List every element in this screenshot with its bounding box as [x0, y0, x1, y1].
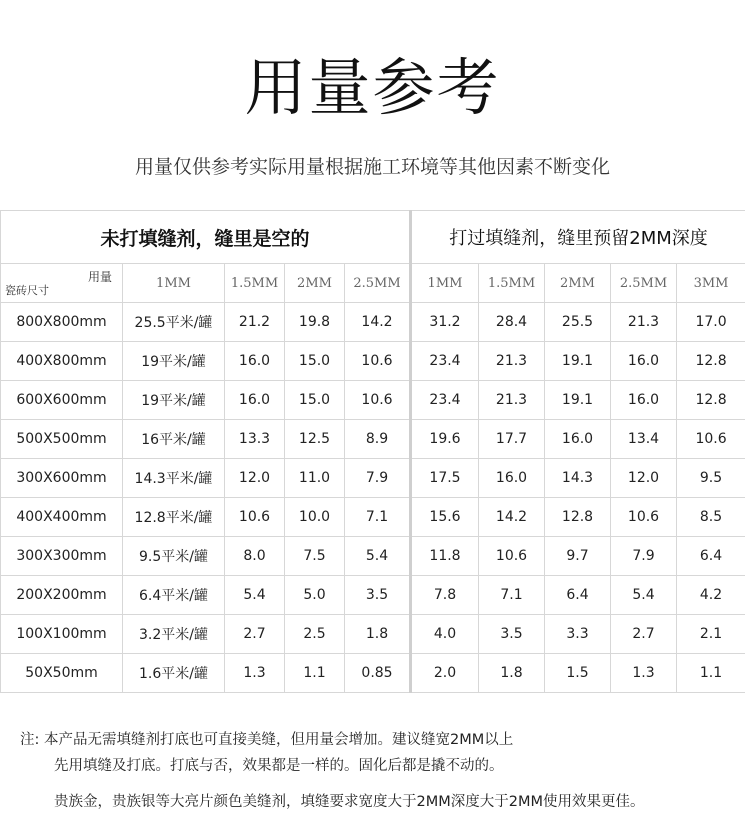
usage-value-cell: 13.4 [611, 420, 677, 459]
usage-value-cell: 12.0 [611, 459, 677, 498]
usage-value-cell: 7.9 [611, 537, 677, 576]
column-header: 3MM [677, 264, 745, 303]
usage-value-cell: 21.3 [611, 303, 677, 342]
table-row [1, 537, 745, 576]
usage-value-cell: 10.6 [345, 342, 411, 381]
usage-value-cell: 19.8 [285, 303, 345, 342]
usage-value-cell: 12.0 [225, 459, 285, 498]
usage-value-cell: 6.4平米/罐 [123, 576, 225, 615]
usage-value-cell: 6.4 [677, 537, 745, 576]
usage-value-cell: 21.2 [225, 303, 285, 342]
usage-value-cell: 14.2 [479, 498, 545, 537]
usage-value-cell: 5.4 [225, 576, 285, 615]
usage-value-cell: 14.2 [345, 303, 411, 342]
usage-value-cell: 31.2 [411, 303, 479, 342]
usage-value-cell: 10.6 [677, 420, 745, 459]
tile-size-cell: 500X500mm [1, 420, 123, 459]
usage-value-cell: 7.8 [411, 576, 479, 615]
group-header-filled: 打过填缝剂，缝里预留2MM深度 [411, 211, 745, 264]
table-row [1, 576, 745, 615]
tile-size-cell: 300X300mm [1, 537, 123, 576]
tile-size-cell: 400X800mm [1, 342, 123, 381]
usage-value-cell: 28.4 [479, 303, 545, 342]
usage-value-cell: 21.3 [479, 342, 545, 381]
usage-value-cell: 6.4 [545, 576, 611, 615]
usage-value-cell: 2.0 [411, 654, 479, 693]
usage-value-cell: 19.1 [545, 381, 611, 420]
usage-value-cell: 3.5 [479, 615, 545, 654]
usage-value-cell: 16.0 [225, 381, 285, 420]
usage-value-cell: 25.5 [545, 303, 611, 342]
usage-value-cell: 12.8 [677, 342, 745, 381]
usage-value-cell: 7.5 [285, 537, 345, 576]
usage-value-cell: 4.0 [411, 615, 479, 654]
usage-value-cell: 9.5平米/罐 [123, 537, 225, 576]
note-line-3: 贵族金，贵族银等大亮片颜色美缝剂，填缝要求宽度大于2MM深度大于2MM使用效果更佳。 [54, 794, 645, 810]
tile-size-cell: 100X100mm [1, 615, 123, 654]
tile-size-cell: 600X600mm [1, 381, 123, 420]
usage-value-cell: 12.8平米/罐 [123, 498, 225, 537]
table-row [1, 459, 745, 498]
usage-value-cell: 11.0 [285, 459, 345, 498]
usage-table [0, 210, 745, 693]
tile-size-cell: 50X50mm [1, 654, 123, 693]
usage-value-cell: 12.5 [285, 420, 345, 459]
usage-value-cell: 1.5 [545, 654, 611, 693]
usage-value-cell: 2.7 [225, 615, 285, 654]
usage-value-cell: 16.0 [611, 342, 677, 381]
usage-value-cell: 3.3 [545, 615, 611, 654]
usage-value-cell: 10.6 [225, 498, 285, 537]
page-subtitle: 用量仅供参考实际用量根据施工环境等其他因素不断变化 [134, 156, 610, 178]
usage-value-cell: 0.85 [345, 654, 411, 693]
usage-value-cell: 15.0 [285, 381, 345, 420]
usage-value-cell: 4.2 [677, 576, 745, 615]
usage-value-cell: 16.0 [225, 342, 285, 381]
usage-value-cell: 12.8 [545, 498, 611, 537]
column-header: 1MM [411, 264, 479, 303]
usage-value-cell: 8.9 [345, 420, 411, 459]
table-row [1, 654, 745, 693]
usage-value-cell: 2.5 [285, 615, 345, 654]
usage-value-cell: 17.7 [479, 420, 545, 459]
usage-value-cell: 10.6 [345, 381, 411, 420]
usage-value-cell: 8.0 [225, 537, 285, 576]
usage-value-cell: 1.1 [677, 654, 745, 693]
corner-usage-label: 用量 [87, 270, 112, 284]
usage-value-cell: 10.6 [611, 498, 677, 537]
note-line-1: 注: 本产品无需填缝剂打底也可直接美缝，但用量会增加。建议缝宽2MM以上 [20, 732, 514, 748]
usage-value-cell: 1.3 [225, 654, 285, 693]
usage-value-cell: 11.8 [411, 537, 479, 576]
group-header-unfilled: 未打填缝剂，缝里是空的 [1, 211, 411, 264]
usage-value-cell: 3.2平米/罐 [123, 615, 225, 654]
usage-value-cell: 7.1 [479, 576, 545, 615]
usage-value-cell: 14.3平米/罐 [123, 459, 225, 498]
corner-header [1, 264, 123, 303]
table-row [1, 615, 745, 654]
usage-value-cell: 5.0 [285, 576, 345, 615]
usage-value-cell: 10.0 [285, 498, 345, 537]
usage-value-cell: 13.3 [225, 420, 285, 459]
column-header: 1MM [123, 264, 225, 303]
usage-value-cell: 3.5 [345, 576, 411, 615]
usage-value-cell: 19平米/罐 [123, 381, 225, 420]
usage-value-cell: 7.1 [345, 498, 411, 537]
usage-value-cell: 15.0 [285, 342, 345, 381]
usage-value-cell: 23.4 [411, 381, 479, 420]
usage-value-cell: 25.5平米/罐 [123, 303, 225, 342]
usage-value-cell: 15.6 [411, 498, 479, 537]
usage-value-cell: 19.6 [411, 420, 479, 459]
usage-value-cell: 21.3 [479, 381, 545, 420]
table-row [1, 381, 745, 420]
note-line-2: 先用填缝及打底。打底与否，效果都是一样的。固化后都是撬不动的。 [54, 758, 504, 774]
page-title: 用量参考 [244, 51, 501, 124]
column-header: 1.5MM [225, 264, 285, 303]
column-header: 2MM [545, 264, 611, 303]
usage-value-cell: 16.0 [545, 420, 611, 459]
usage-value-cell: 2.1 [677, 615, 745, 654]
column-header: 2.5MM [345, 264, 411, 303]
usage-value-cell: 17.5 [411, 459, 479, 498]
table-row [1, 498, 745, 537]
usage-value-cell: 10.6 [479, 537, 545, 576]
usage-value-cell: 1.8 [345, 615, 411, 654]
usage-value-cell: 2.7 [611, 615, 677, 654]
usage-value-cell: 1.6平米/罐 [123, 654, 225, 693]
usage-value-cell: 16.0 [479, 459, 545, 498]
usage-value-cell: 7.9 [345, 459, 411, 498]
usage-value-cell: 1.1 [285, 654, 345, 693]
column-header: 2MM [285, 264, 345, 303]
usage-value-cell: 8.5 [677, 498, 745, 537]
tile-size-cell: 300X600mm [1, 459, 123, 498]
usage-value-cell: 1.3 [611, 654, 677, 693]
column-header: 2.5MM [611, 264, 677, 303]
usage-value-cell: 19平米/罐 [123, 342, 225, 381]
usage-value-cell: 16.0 [611, 381, 677, 420]
usage-value-cell: 14.3 [545, 459, 611, 498]
usage-value-cell: 1.8 [479, 654, 545, 693]
table-row [1, 420, 745, 459]
usage-value-cell: 9.5 [677, 459, 745, 498]
usage-value-cell: 17.0 [677, 303, 745, 342]
usage-value-cell: 16平米/罐 [123, 420, 225, 459]
tile-size-cell: 200X200mm [1, 576, 123, 615]
usage-value-cell: 23.4 [411, 342, 479, 381]
usage-value-cell: 9.7 [545, 537, 611, 576]
corner-size-label: 瓷砖尺寸 [5, 284, 49, 297]
table-row [1, 303, 745, 342]
usage-value-cell: 5.4 [611, 576, 677, 615]
usage-value-cell: 5.4 [345, 537, 411, 576]
usage-value-cell: 12.8 [677, 381, 745, 420]
usage-value-cell: 19.1 [545, 342, 611, 381]
table-row [1, 342, 745, 381]
tile-size-cell: 800X800mm [1, 303, 123, 342]
column-header: 1.5MM [479, 264, 545, 303]
tile-size-cell: 400X400mm [1, 498, 123, 537]
